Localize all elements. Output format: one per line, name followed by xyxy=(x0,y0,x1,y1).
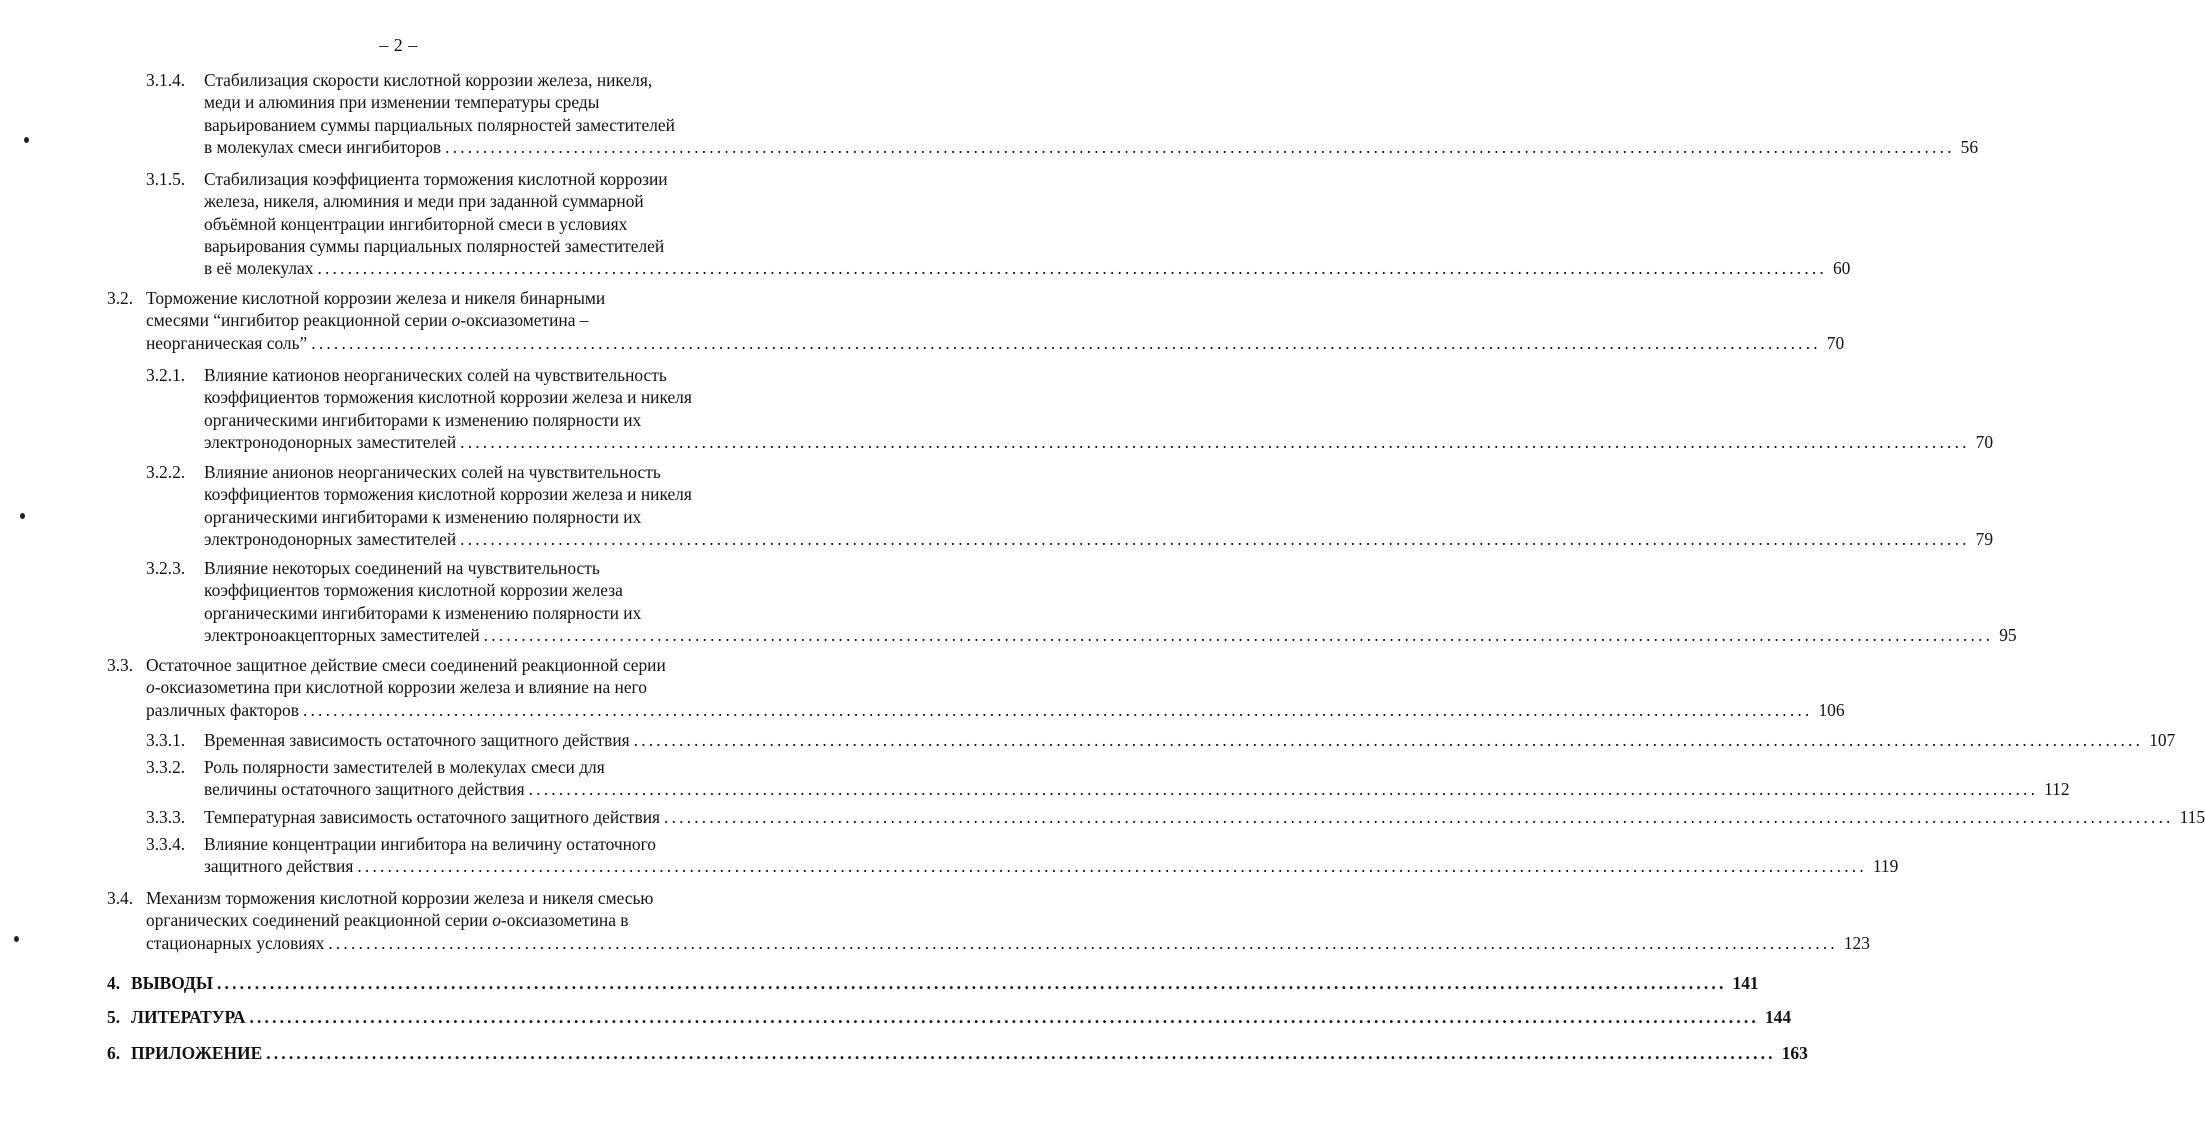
title-line: органическими ингибиторами к изменению полярности их xyxy=(204,409,642,430)
dot-leader: ........................................................................................................................................................................................................ xyxy=(445,136,1955,157)
scan-speck xyxy=(20,513,25,519)
title-line: величины остаточного защитного действия xyxy=(204,779,525,800)
title-line: неорганическая соль” xyxy=(146,332,308,353)
page-ref: 123 xyxy=(1843,932,1870,953)
page-ref: 112 xyxy=(2044,779,2070,800)
dot-leader: ........................................................................................................................................................................................................ xyxy=(460,431,1970,452)
title-line: электронодонорных заместителей xyxy=(204,528,457,549)
title-line xyxy=(146,287,762,309)
section-title xyxy=(146,287,1845,354)
title-line: Влияние некоторых соединений на чувствительность xyxy=(204,558,600,578)
page-number: – 2 – xyxy=(379,35,418,55)
title-last-line xyxy=(204,528,1994,550)
title-fragment: o xyxy=(146,677,155,698)
dot-leader: ........................................................................................................................................................................................................ xyxy=(528,779,2039,800)
section-title xyxy=(131,972,1759,994)
page-ref: 70 xyxy=(1975,431,1994,452)
title-last-line xyxy=(131,1042,1808,1064)
title-line: коэффициентов торможения кислотной коррозии железа и никеля xyxy=(204,387,692,408)
title-last-line xyxy=(204,136,1979,158)
section-title xyxy=(204,461,1994,550)
title-last-line xyxy=(146,932,1870,954)
title-line: различных факторов xyxy=(146,699,299,720)
page-ref: 79 xyxy=(1975,528,1994,549)
title-line: в молекулах смеси ингибиторов xyxy=(204,136,442,157)
section-number: 3.3.1. xyxy=(146,730,186,750)
dot-leader: ........................................................................................................................................................................................................ xyxy=(302,699,1813,720)
title-fragment: o xyxy=(492,910,501,931)
title-fragment: -оксиазометина в xyxy=(500,910,629,931)
title-line xyxy=(146,909,762,931)
title-line: Стабилизация коэффициента торможения кислотной коррозии xyxy=(204,169,668,189)
section-number: 3.1.5. xyxy=(146,169,186,189)
title-line xyxy=(146,309,762,331)
page-ref: 163 xyxy=(1781,1043,1808,1063)
section-title xyxy=(204,364,1994,453)
section-number: 3.2.2. xyxy=(146,462,186,482)
section-number: 3.1.4. xyxy=(146,70,186,90)
scan-speck xyxy=(24,137,29,143)
section-title xyxy=(204,729,2176,751)
page-ref: 56 xyxy=(1960,136,1979,157)
dot-leader: ........................................................................................................................................................................................................ xyxy=(460,528,1970,549)
title-line: Роль полярности заместителей в молекулах смеси для xyxy=(204,757,605,777)
section-title xyxy=(204,69,1979,158)
title-line: стационарных условиях xyxy=(146,932,325,953)
section-title xyxy=(146,654,1845,721)
title-line: коэффициентов торможения кислотной коррозии железа и никеля xyxy=(204,484,692,505)
title-line: ВЫВОДЫ xyxy=(131,973,213,993)
title-last-line xyxy=(131,972,1759,994)
section-title xyxy=(204,806,2205,828)
section-number: 3.2. xyxy=(107,288,134,308)
section-number: 6. xyxy=(107,1043,121,1063)
page-ref: 144 xyxy=(1764,1007,1792,1027)
page-ref: 119 xyxy=(1872,856,1899,877)
section-number: 3.3.3. xyxy=(146,807,186,827)
title-fragment: Остаточное защитное действие смеси соединений реакционной серии xyxy=(146,655,666,675)
page-ref: 115 xyxy=(2179,807,2205,827)
title-line: электроноакцепторных заместителей xyxy=(204,624,480,645)
dot-leader: ........................................................................................................................................................................................................ xyxy=(216,973,1727,993)
title-fragment: смесями “ингибитор реакционной серии xyxy=(146,310,452,331)
title-line xyxy=(146,676,762,698)
title-line: коэффициентов торможения кислотной коррозии железа xyxy=(204,580,623,601)
title-line: органическими ингибиторами к изменению полярности их xyxy=(204,602,642,623)
title-line: объёмной концентрации ингибиторной смеси в условиях xyxy=(204,213,628,234)
scan-speck xyxy=(14,936,19,942)
page-ref: 107 xyxy=(2149,730,2176,750)
page-ref: 141 xyxy=(1732,973,1759,993)
dot-leader: ........................................................................................................................................................................................................ xyxy=(266,1043,1776,1063)
dot-leader: ........................................................................................................................................................................................................ xyxy=(357,856,1867,877)
title-line: органическими ингибиторами к изменению полярности их xyxy=(204,506,642,527)
section-number: 3.3.2. xyxy=(146,757,186,777)
section-title xyxy=(146,887,1870,954)
section-number: 3.4. xyxy=(107,888,134,908)
title-line: Влияние концентрации ингибитора на величину остаточного xyxy=(204,834,656,854)
title-line: Временная зависимость остаточного защитного действия xyxy=(204,730,630,750)
section-title xyxy=(204,168,1851,279)
dot-leader: ........................................................................................................................................................................................................ xyxy=(664,807,2174,827)
title-line: меди и алюминия при изменении температуры среды xyxy=(204,92,600,113)
title-fragment: -оксиазометина при кислотной коррозии железа и влияние на него xyxy=(154,677,647,698)
title-fragment: органических соединений реакционной серии xyxy=(146,910,493,931)
section-title xyxy=(131,1042,1808,1064)
page-ref: 95 xyxy=(1999,624,2017,645)
title-line: ЛИТЕРАТУРА xyxy=(131,1007,246,1027)
title-last-line xyxy=(204,729,2176,751)
title-line: варьирования суммы парциальных полярностей заместителей xyxy=(204,235,665,256)
title-last-line xyxy=(146,699,1845,721)
title-last-line xyxy=(131,1006,1792,1028)
title-last-line xyxy=(204,806,2205,828)
section-number: 3.2.1. xyxy=(146,365,186,385)
dot-leader: ........................................................................................................................................................................................................ xyxy=(317,258,1827,279)
title-last-line xyxy=(204,624,2017,646)
title-last-line xyxy=(204,431,1994,453)
title-last-line xyxy=(146,332,1845,354)
title-line xyxy=(146,654,762,676)
section-title xyxy=(204,833,1899,878)
title-line: электронодонорных заместителей xyxy=(204,431,457,452)
dot-leader: ........................................................................................................................................................................................................ xyxy=(311,332,1821,353)
title-fragment: o xyxy=(451,310,461,331)
title-last-line xyxy=(204,778,2070,800)
title-line: Температурная зависимость остаточного защитного действия xyxy=(204,807,661,827)
title-fragment: Торможение кислотной коррозии железа и никеля бинарными xyxy=(146,288,606,308)
dot-leader: ........................................................................................................................................................................................................ xyxy=(249,1007,1759,1027)
page-ref: 106 xyxy=(1818,699,1845,720)
dot-leader: ........................................................................................................................................................................................................ xyxy=(483,624,1994,645)
section-number: 3.3. xyxy=(107,655,134,675)
section-title xyxy=(204,756,2070,801)
page-ref: 60 xyxy=(1832,258,1851,279)
section-number: 4. xyxy=(107,973,121,993)
title-fragment: -оксиазометина – xyxy=(460,310,589,331)
title-line: Стабилизация скорости кислотной коррозии железа, никеля, xyxy=(204,70,653,90)
page-ref: 70 xyxy=(1826,332,1845,353)
section-title xyxy=(204,557,2017,646)
title-line: ПРИЛОЖЕНИЕ xyxy=(131,1043,263,1063)
title-line: Влияние анионов неорганических солей на чувствительность xyxy=(204,462,661,482)
title-line xyxy=(146,887,762,909)
section-number: 5. xyxy=(107,1007,121,1027)
title-line: защитного действия xyxy=(204,856,354,877)
title-fragment: Механизм торможения кислотной коррозии железа и никеля смесью xyxy=(146,888,654,908)
title-last-line xyxy=(204,855,1899,877)
section-number: 3.3.4. xyxy=(146,834,186,854)
dot-leader: ........................................................................................................................................................................................................ xyxy=(328,932,1838,953)
title-line: Влияние катионов неорганических солей на чувствительность xyxy=(204,365,667,385)
dot-leader: ........................................................................................................................................................................................................ xyxy=(633,730,2144,750)
section-title xyxy=(131,1006,1792,1028)
title-line: варьированием суммы парциальных полярностей заместителей xyxy=(204,114,675,135)
section-number: 3.2.3. xyxy=(146,558,186,578)
title-last-line xyxy=(204,257,1851,279)
title-line: в её молекулах xyxy=(204,258,314,279)
title-line: железа, никеля, алюминия и меди при заданной суммарной xyxy=(204,191,644,212)
